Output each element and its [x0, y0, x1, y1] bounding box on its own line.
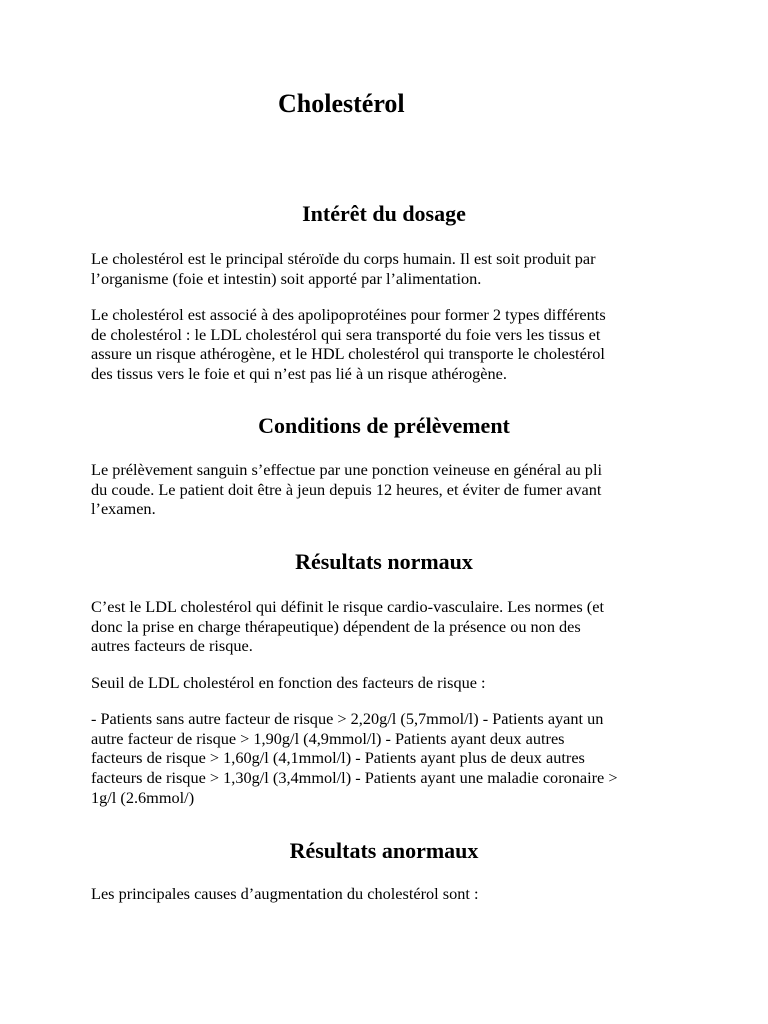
text-line: 1g/l (2.6mmol/) — [91, 787, 195, 807]
text-line: Le cholestérol est associé à des apolipoprotéines pour former 2 types différents — [91, 305, 606, 324]
text-line: Le cholestérol est le principal stéroïde du corps humain. Il est soit produit par — [91, 249, 596, 268]
text-line: l’examen. — [91, 499, 156, 519]
text-line: Les principales causes d’augmentation du cholestérol sont : — [91, 884, 479, 903]
text-line: l’organisme (foie et intestin) soit apporté par l’alimentation. — [91, 268, 482, 288]
paragraph-normaux-1 — [91, 597, 691, 656]
page-title: Cholestérol — [278, 89, 405, 118]
text-line: autre facteur de risque > 1,90g/l (4,9mmol/l) - Patients ayant deux autres — [91, 728, 565, 748]
section-heading-interet: Intérêt du dosage — [302, 201, 466, 226]
section-heading-normaux: Résultats normaux — [295, 549, 473, 574]
text-line: Seuil de LDL cholestérol en fonction des facteurs de risque : — [91, 673, 486, 692]
text-line: du coude. Le patient doit être à jeun depuis 12 heures, et éviter de fumer avant — [91, 479, 602, 499]
paragraph-normaux-3 — [91, 709, 691, 808]
text-line: - Patients sans autre facteur de risque > 2,20g/l (5,7mmol/l) - Patients ayant un — [91, 709, 604, 728]
paragraph-anormaux-1 — [91, 884, 691, 904]
text-line: des tissus vers le foie et qui n’est pas lié à un risque athérogène. — [91, 364, 507, 384]
text-line: donc la prise en charge thérapeutique) dépendent de la présence ou non des — [91, 616, 581, 636]
text-line: facteurs de risque > 1,60g/l (4,1mmol/l) - Patients ayant plus de deux autres — [91, 748, 585, 768]
text-line: de cholestérol : le LDL cholestérol qui sera transporté du foie vers les tissus et — [91, 324, 601, 344]
paragraph-interet-1 — [91, 249, 691, 288]
paragraph-interet-2 — [91, 305, 691, 384]
section-heading-conditions: Conditions de prélèvement — [258, 413, 510, 438]
paragraph-normaux-2 — [91, 673, 691, 693]
section-heading-anormaux: Résultats anormaux — [289, 838, 479, 863]
paragraph-conditions-1 — [91, 460, 691, 519]
text-line: autres facteurs de risque. — [91, 636, 253, 656]
text-line: facteurs de risque > 1,30g/l (3,4mmol/l) - Patients ayant une maladie coronaire > — [91, 768, 618, 788]
text-line: assure un risque athérogène, et le HDL cholestérol qui transporte le cholestérol — [91, 344, 605, 364]
text-line: C’est le LDL cholestérol qui définit le risque cardio-vasculaire. Les normes (et — [91, 597, 604, 616]
text-line: Le prélèvement sanguin s’effectue par une ponction veineuse en général au pli — [91, 460, 602, 479]
